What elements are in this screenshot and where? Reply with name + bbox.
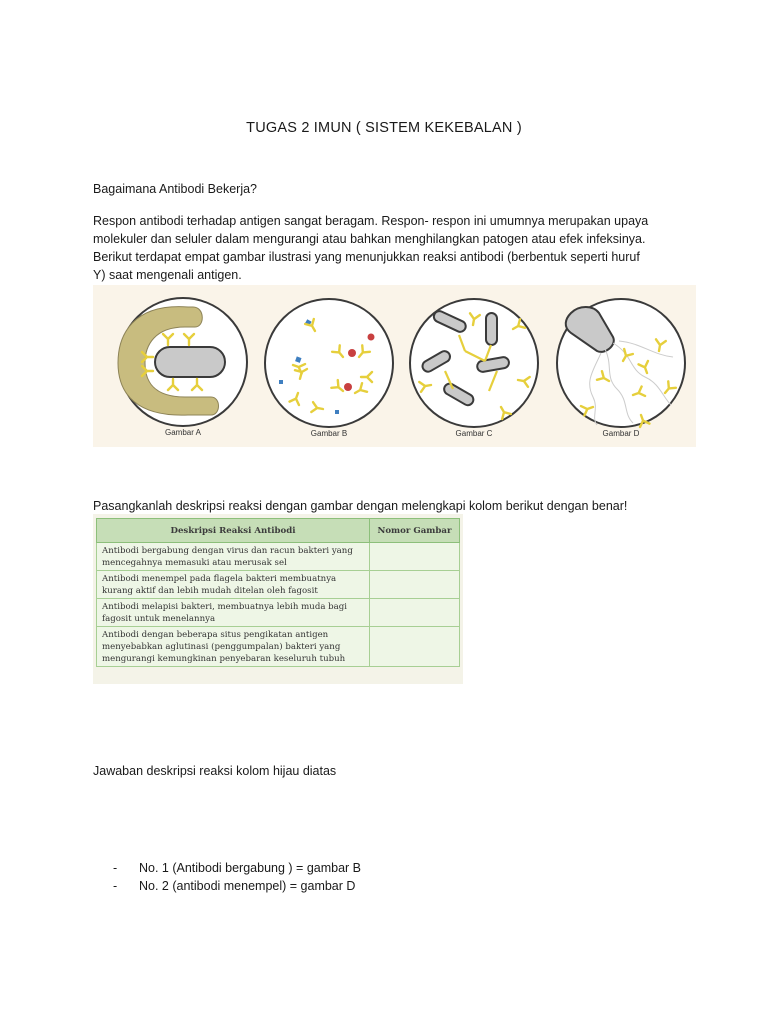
paragraph-line: molekuler dan seluler dalam mengurangi atau bahkan menghilangkan patogen atau efek infeksinya. [93,232,646,246]
cell-line: kurang aktif dan lebih mudah ditelan oleh fagosit [102,586,318,596]
table-row [97,571,460,599]
table-header-number: Nomor Gambar [370,519,460,543]
description-table-image [93,514,463,684]
answer-text: No. 1 (Antibodi bergabung ) = gambar B [139,861,362,875]
cell-line: Antibodi melapisi bakteri, membuatnya lebih muda bagi [102,602,348,612]
description-table [96,518,460,667]
answer-list [113,859,361,895]
table-row [97,599,460,627]
question-heading: Bagaimana Antibodi Bekerja? [93,182,258,196]
panel-c [410,299,538,427]
paragraph-line: Berikut terdapat empat gambar ilustrasi yang menunjukkan reaksi antibodi (berbentuk seperti huruf [93,250,640,264]
table-cell-description [97,599,370,627]
table-cell-description [97,543,370,571]
intro-paragraph [93,212,683,284]
list-dash: - [113,879,118,893]
answer-item [113,859,361,877]
instruction-text: Pasangkanlah deskripsi reaksi dengan gambar dengan melengkapi kolom berikut dengan benar! [93,499,628,513]
antibody-reaction-figure [93,285,696,447]
paragraph-line: Respon antibodi terhadap antigen sangat beragam. Respon- respon ini umumnya merupakan upaya [93,214,649,228]
paragraph-line: Y) saat mengenali antigen. [93,268,242,282]
cell-line: mencegahnya memasuki atau merusak sel [102,558,287,568]
table-cell-description [97,571,370,599]
antibody-illustration [93,285,696,447]
table-header-description: Deskripsi Reaksi Antibodi [97,519,370,543]
answer-item [113,877,361,895]
table-cell-number [370,627,460,667]
cell-line: menyebabkan aglutinasi (penggumpalan) bakteri yang [102,642,341,652]
panel-a [118,298,247,426]
answer-heading: Jawaban deskripsi reaksi kolom hijau diatas [93,764,337,778]
cell-line: fagosit untuk menelannya [102,614,216,624]
cell-line: Antibodi dengan beberapa situs pengikatan antigen [102,630,329,640]
list-dash: - [113,861,118,875]
document-title: TUGAS 2 IMUN ( SISTEM KEKEBALAN ) [246,120,522,136]
cell-line: Antibodi menempel pada flagela bakteri membuatnya [102,574,337,584]
panel-d [557,299,685,427]
cell-line: Antibodi bergabung dengan virus dan racun bakteri yang [102,546,353,556]
table-cell-number [370,599,460,627]
table-cell-description [97,627,370,667]
figure-label-d: Gambar D [602,429,640,438]
cell-line: mengurangi kemungkinan penyebaran keseluruh tubuh [102,654,346,664]
figure-label-b: Gambar B [310,429,348,438]
panel-b [265,299,393,427]
table-cell-number [370,543,460,571]
table-row [97,627,460,667]
table-row [97,543,460,571]
figure-label-a: Gambar A [164,428,202,437]
table-cell-number [370,571,460,599]
figure-label-c: Gambar C [455,429,493,438]
answer-text: No. 2 (antibodi menempel) = gambar D [139,879,356,893]
